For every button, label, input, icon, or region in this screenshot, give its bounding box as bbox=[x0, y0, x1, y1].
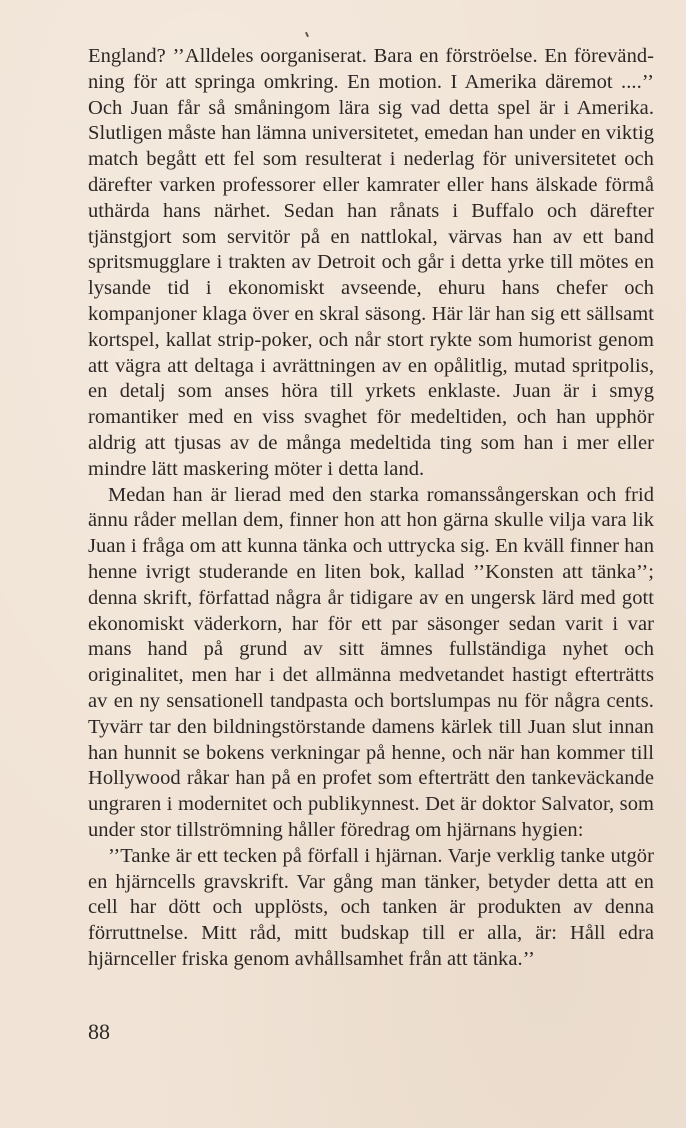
paragraph-2: Medan han är lierad med den starka romanssångerskan och frid ännu råder mellan dem, finner hon att hon gärna skulle vilja vara lik Juan i fråga om att kunna tänka och uttrycka sig. En kväll finner han henne ivrigt studerande en liten bok, kallad ’’Konsten att tänka’’; denna skrift, författad några år tidigare av en ungersk lärd med gott ekonomiskt väderkorn, har för ett par säsonger sedan varit i var mans hand på grund av sitt ämnes fullständiga nyhet och originalitet, men har i det allmänna medvetandet hastigt efterträtts av en ny sensationell tandpasta och bortslumpas nu för några cents. Tyvärr tar den bildningstörstande damens kärlek till Juan slut innan han hunnit se bokens verkningar på henne, och när han kommer till Hollywood råkar han på en profet som efterträtt den tankeväckande ungraren i modernitet och publikynnest. Det är doktor Salvator, som under stor tillströmning håller föredrag om hjärnans hygien: bbox=[88, 483, 654, 841]
paragraph-1: England? ’’Alldeles oorganiserat. Bara en förströelse. En förevändning för att springa omkring. En motion. I Amerika däremot ....’’ Och Juan får så småningom lära sig vad detta spel är i Amerika. Slutligen måste han lämna universitetet, emedan han under en viktig match begått ett fel som resulterat i nederlag för universitetet och därefter varken professorer eller kamrater eller hans älskade förmå uthärda hans närhet. Sedan han rånats i Buffalo och därefter tjänstgjort som servitör på en nattlokal, värvas han av ett band spritsmugglare i trakten av Detroit och går i detta yrke till mötes en lysande tid i ekonomiskt avseende, ehuru hans chefer och kompanjoner klaga över en skral säsong. Här lär han sig ett sällsamt kortspel, kallat strip-poker, och når stort rykte som humorist genom att vägra att deltaga i avrättningen av en opålitlig, mutad spritpolis, en detalj som anses höra till yrkets enklaste. Juan är i smyg romantiker med en viss svaghet för medeltiden, och han upphör aldrig att tjusas av de många medeltida ting som han i mer eller mindre lätt maskering möter i detta land. bbox=[88, 45, 654, 480]
body-text bbox=[88, 44, 654, 973]
page-number: 88 bbox=[88, 1019, 110, 1044]
paragraph-3-quote: ’’Tanke är ett tecken på förfall i hjärnan. Varje verklig tanke utgör en hjärncells gravskrift. Var gång man tänker, betyder detta att en cell har dött och upplösts, och tanken är produkten av denna förruttnelse. Mitt råd, mitt budskap till er alla, är: Håll edra hjärnceller friska genom avhållsamhet från att tänka.’’ bbox=[88, 844, 654, 970]
print-speck bbox=[305, 32, 309, 37]
